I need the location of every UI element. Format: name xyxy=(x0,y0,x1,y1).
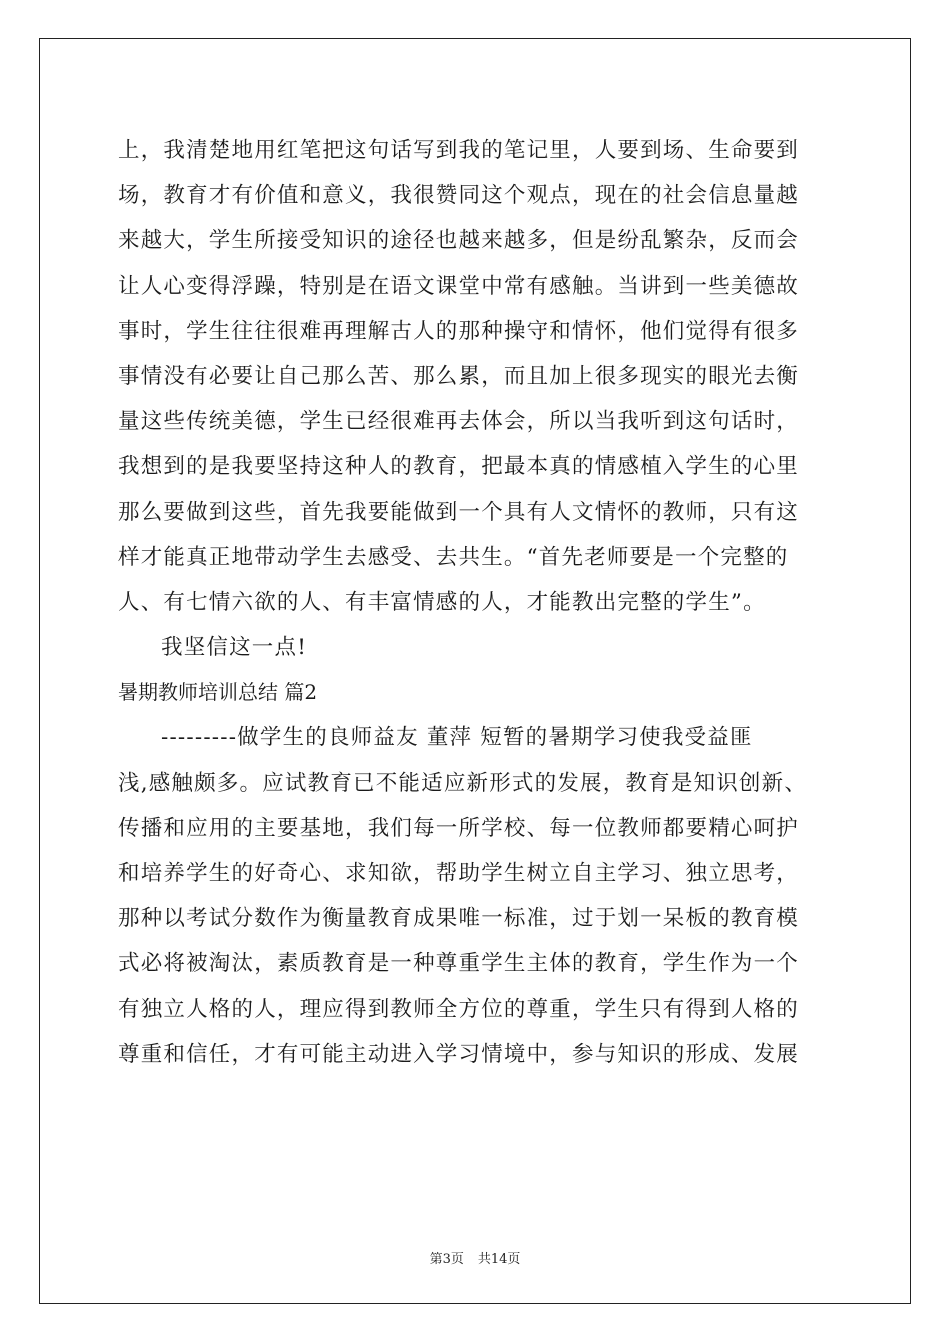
section-line: 尊重和信任，才有可能主动进入学习情境中，参与知识的形成、发展 xyxy=(118,1041,800,1067)
paragraph-line: 人、有七情六欲的人、有丰富情感的人，才能教出完整的学生”。 xyxy=(118,589,766,615)
section-heading: 暑期教师培训总结 篇2 xyxy=(118,680,318,705)
paragraph-line: 量这些传统美德，学生已经很难再去体会，所以当我听到这句话时， xyxy=(118,409,800,435)
paragraph-line: 让人心变得浮躁，特别是在语文课堂中常有感触。当讲到一些美德故 xyxy=(118,273,800,299)
page-footer xyxy=(0,1248,950,1267)
section-line: 浅,感触颇多。应试教育已不能适应新形式的发展，教育是知识创新、 xyxy=(118,770,808,796)
paragraph-line: 样才能真正地带动学生去感受、去共生。“首先老师要是一个完整的 xyxy=(118,544,789,570)
section-line: 传播和应用的主要基地，我们每一所学校、每一位教师都要精心呵护 xyxy=(118,815,800,841)
paragraph-line: 场，教育才有价值和意义，我很赞同这个观点，现在的社会信息量越 xyxy=(118,183,800,209)
paragraph-line: 上，我清楚地用红笔把这句话写到我的笔记里，人要到场、生命要到 xyxy=(118,138,800,163)
page-number: 第3页 xyxy=(429,1252,464,1267)
section-line: 有独立人格的人，理应得到教师全方位的尊重，学生只有得到人格的 xyxy=(118,996,800,1022)
paragraph-line: 我想到的是我要坚持这种人的教育，把最本真的情感植入学生的心里 xyxy=(118,454,800,480)
closing-line: 我坚信这一点! xyxy=(161,635,308,661)
section-line: 那种以考试分数作为衡量教育成果唯一标准，过于划一呆板的教育模 xyxy=(118,906,800,932)
paragraph-line: 事情没有必要让自己那么苦、那么累，而且加上很多现实的眼光去衡 xyxy=(118,363,800,389)
section-line: 式必将被淘汰，素质教育是一种尊重学生主体的教育，学生作为一个 xyxy=(118,951,800,977)
document-body xyxy=(118,128,838,1077)
page-total: 共14页 xyxy=(477,1252,521,1267)
paragraph-line: 来越大，学生所接受知识的途径也越来越多，但是纷乱繁杂，反而会 xyxy=(118,228,800,254)
section-line: 和培养学生的好奇心、求知欲，帮助学生树立自主学习、独立思考， xyxy=(118,861,800,886)
paragraph-line: 那么要做到这些，首先我要能做到一个具有人文情怀的教师，只有这 xyxy=(118,499,800,525)
paragraph-line: 事时，学生往往很难再理解古人的那种操守和情怀，他们觉得有很多 xyxy=(118,318,800,344)
section-first-line: ---------做学生的良师益友 董萍 短暂的暑期学习使我受益匪 xyxy=(161,725,753,751)
